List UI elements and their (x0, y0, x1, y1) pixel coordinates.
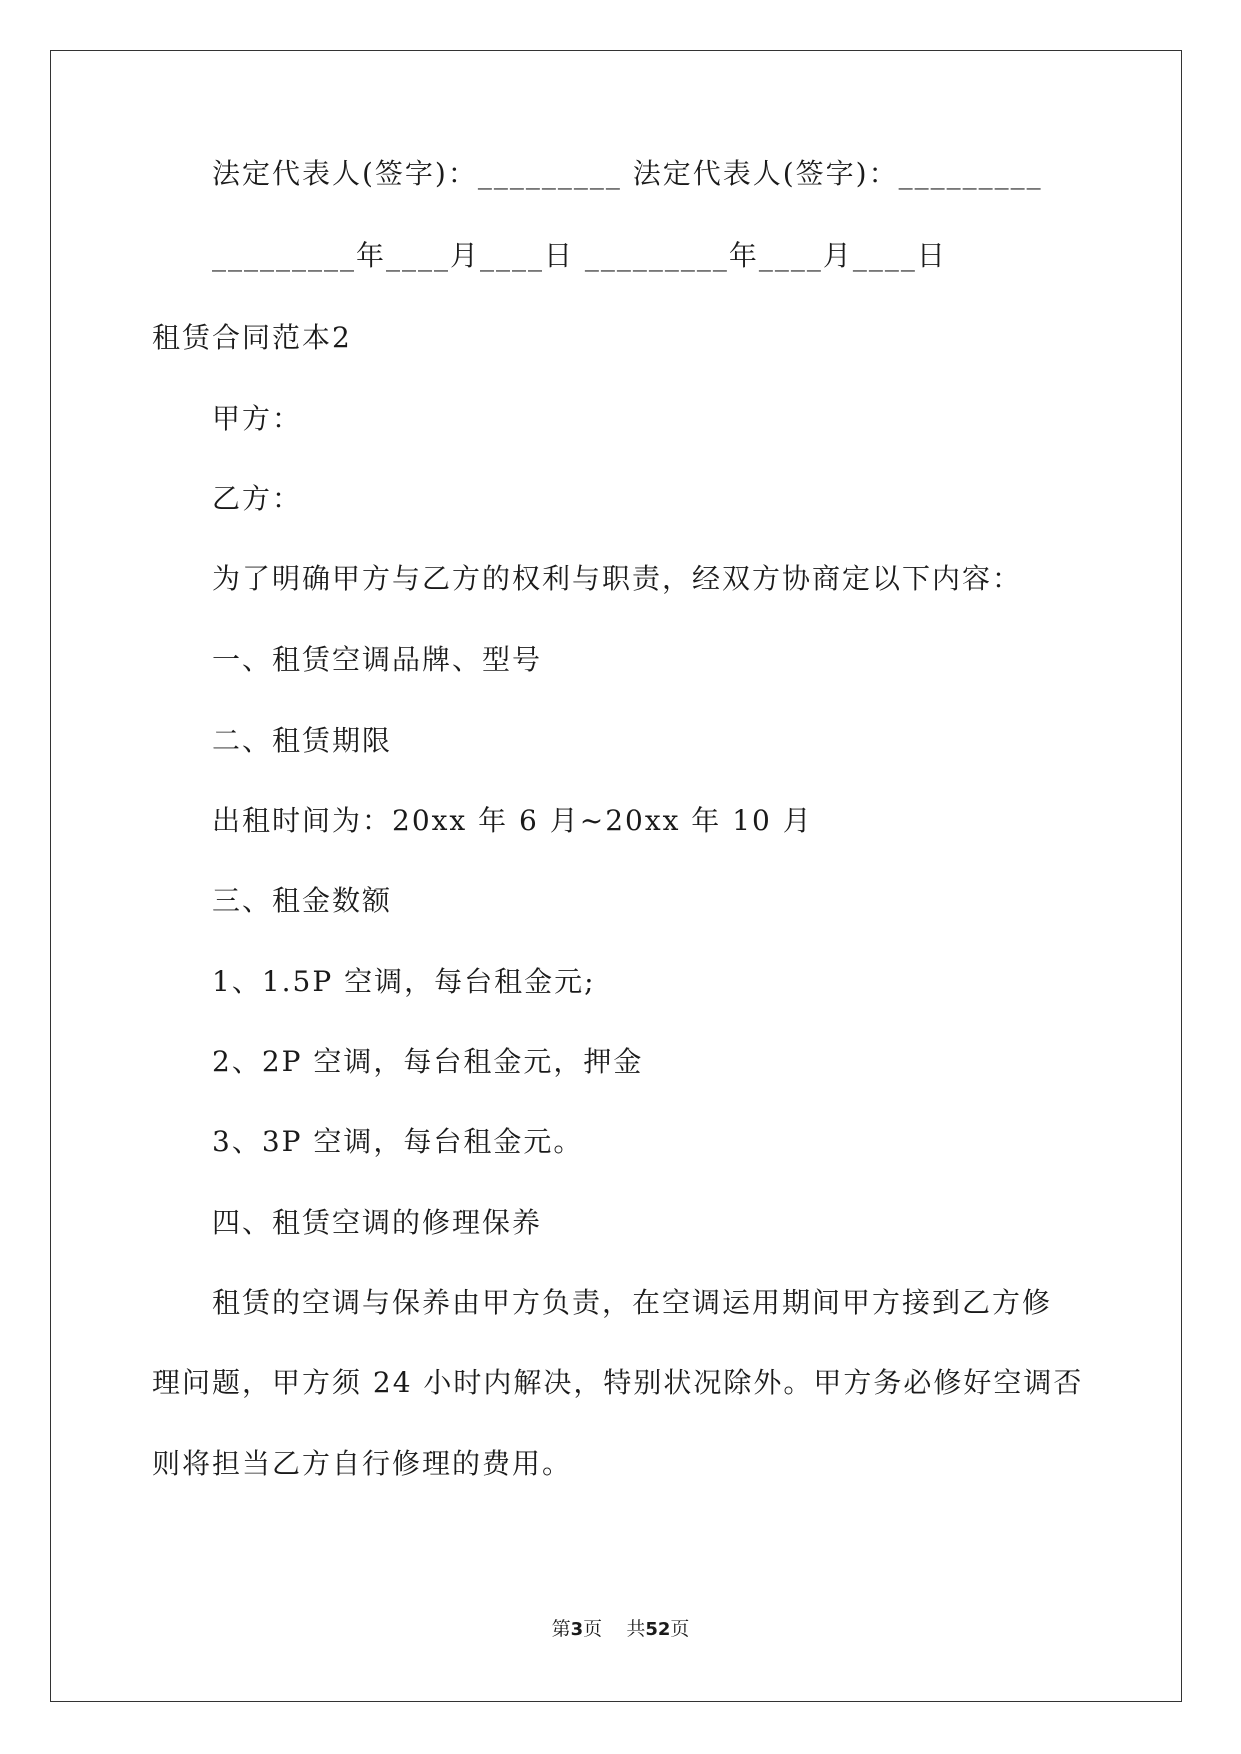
section-title: 租赁合同范本2 (152, 321, 352, 354)
rental-period-text: 出租时间为：20xx 年 6 月~20xx 年 10 月 (212, 804, 813, 837)
intro-paragraph: 为了明确甲方与乙方的权利与职责，经双方协商定以下内容： (212, 562, 1023, 595)
maintenance-paragraph-line-2: 理问题，甲方须 24 小时内解决，特别状况除外。甲方务必修好空调否 (152, 1366, 1084, 1399)
page-footer (0, 1617, 1241, 1642)
page-prefix: 第 (551, 1618, 571, 1640)
maintenance-paragraph-line-3: 则将担当乙方自行修理的费用。 (152, 1447, 573, 1480)
party-a-line: 甲方： (212, 402, 303, 435)
rent-item-1: 1、1.5P 空调，每台租金元; (212, 965, 596, 998)
party-b-line: 乙方： (212, 482, 303, 515)
page-number: 3 (570, 1619, 584, 1640)
rent-item-2: 2、2P 空调，每台租金元，押金 (212, 1045, 644, 1078)
maintenance-paragraph-line-1: 租赁的空调与保养由甲方负责，在空调运用期间甲方接到乙方修 (212, 1286, 1053, 1319)
clause-heading-4: 四、租赁空调的修理保养 (212, 1206, 543, 1239)
page-suffix: 页 (583, 1618, 603, 1640)
total-pages: 52 (645, 1619, 671, 1640)
clause-heading-1: 一、租赁空调品牌、型号 (212, 643, 543, 676)
total-suffix: 页 (670, 1618, 690, 1640)
date-line: _________年____月____日 _________年____月____日 (212, 239, 947, 272)
signature-line: 法定代表人(签字)：_________ 法定代表人(签字)：_________ (212, 157, 1043, 190)
rent-item-3: 3、3P 空调，每台租金元。 (212, 1125, 584, 1158)
clause-heading-3: 三、租金数额 (212, 884, 393, 917)
total-prefix: 共 (626, 1618, 646, 1640)
clause-heading-2: 二、租赁期限 (212, 724, 393, 757)
